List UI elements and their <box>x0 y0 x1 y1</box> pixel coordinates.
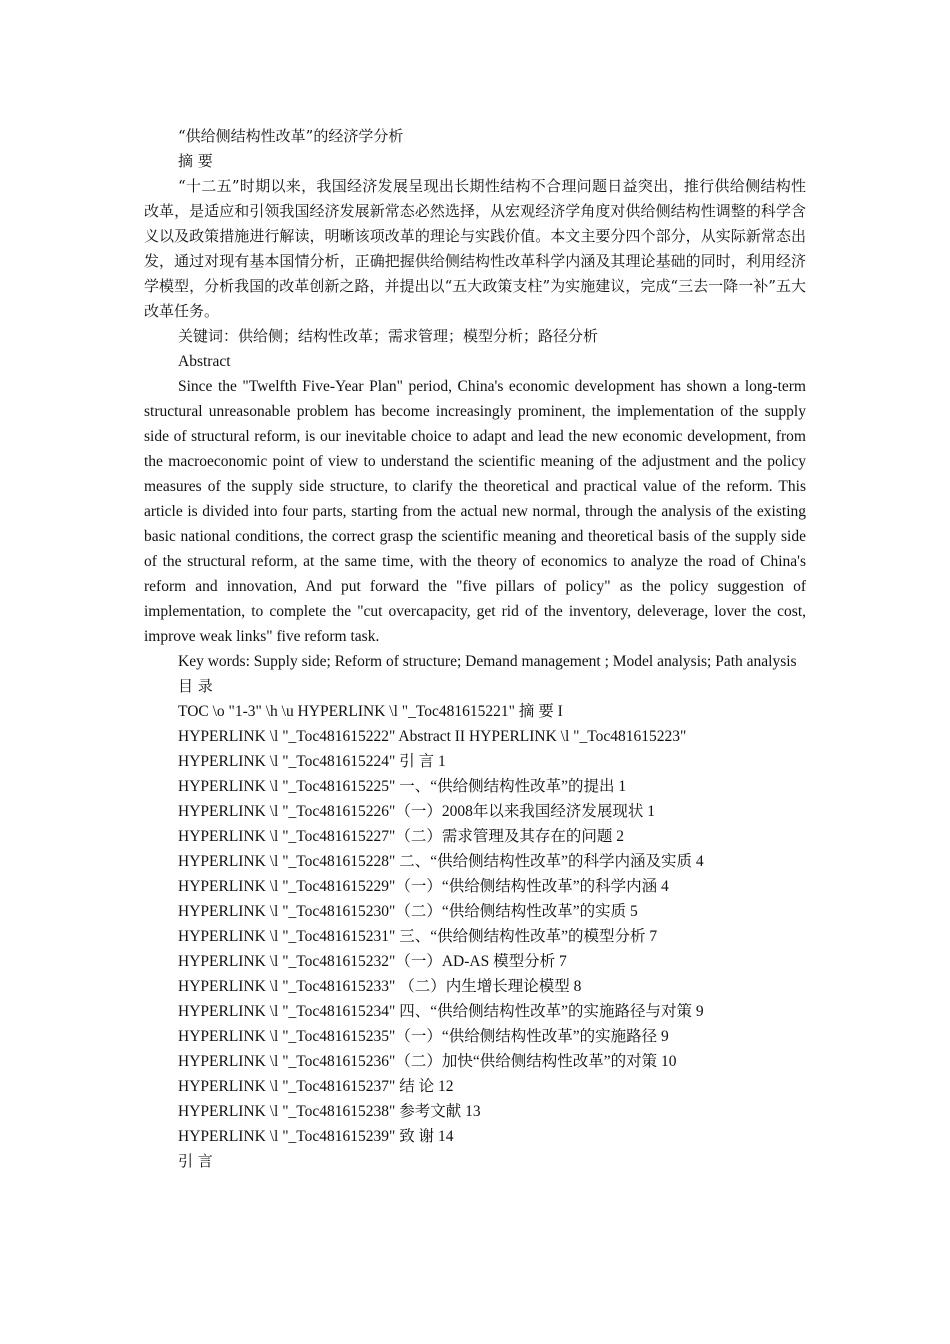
toc-entry[interactable]: HYPERLINK \l "_Toc481615237" 结 论 12 <box>178 1078 454 1095</box>
toc-entry[interactable]: HYPERLINK \l "_Toc481615238" 参考文献 13 <box>178 1103 481 1120</box>
toc-entry[interactable]: HYPERLINK \l "_Toc481615236"（二）加快“供给侧结构性改革”的对策 10 <box>178 1053 677 1070</box>
toc-entry[interactable]: HYPERLINK \l "_Toc481615225" 一、“供给侧结构性改革”的提出 1 <box>178 778 627 795</box>
toc-entry[interactable]: HYPERLINK \l "_Toc481615228" 二、“供给侧结构性改革”的科学内涵及实质 4 <box>178 853 704 870</box>
document-title: “供给侧结构性改革”的经济学分析 <box>178 127 404 145</box>
toc-entry[interactable]: HYPERLINK \l "_Toc481615232"（一）AD-AS 模型分析 7 <box>178 953 567 970</box>
abstract-cn-heading: 摘 要 <box>178 152 213 170</box>
keywords-en: Key words: Supply side; Reform of structure; Demand management ; Model analysis; Path analysis <box>178 653 797 670</box>
table-of-contents <box>144 699 806 1149</box>
intro-heading: 引 言 <box>178 1152 213 1170</box>
toc-heading: 目 录 <box>178 677 213 695</box>
toc-entry[interactable]: HYPERLINK \l "_Toc481615222" Abstract II HYPERLINK \l "_Toc481615223" <box>178 728 687 745</box>
toc-entry[interactable]: HYPERLINK \l "_Toc481615239" 致 谢 14 <box>178 1128 454 1145</box>
toc-entry[interactable]: HYPERLINK \l "_Toc481615233" （二）内生增长理论模型 8 <box>178 978 582 995</box>
abstract-cn-body: “十二五”时期以来，我国经济发展呈现出长期性结构不合理问题日益突出，推行供给侧结构性改革，是适应和引领我国经济发展新常态必然选择，从宏观经济学角度对供给侧结构性调整的科学含义以及政策措施进行解读，明晰该项改革的理论与实践价值。本文主要分四个部分，从实际新常态出发，通过对现有基本国情分析，正确把握供给侧结构性改革科学内涵及其理论基础的同时，利用经济学模型，分析我国的改革创新之路，并提出以“五大政策支柱”为实施建议，完成“三去一降一补”五大改革任务。 <box>144 177 806 320</box>
toc-entry[interactable]: HYPERLINK \l "_Toc481615234" 四、“供给侧结构性改革”的实施路径与对策 9 <box>178 1003 704 1020</box>
abstract-en-body: Since the "Twelfth Five-Year Plan" period, China's economic development has shown a long-term structural unreasonable problem has become increasingly prominent, the implementation of the supply side of structural reform, is our inevitable choice to adapt and lead the new economic development, from the macroeconomic point of view to understand the scientific meaning of the adjustment and the policy measures of the supply side structure, to clarify the theoretical and practical value of the reform. This article is divided into four parts, starting from the actual new normal, through the analysis of the existing basic national conditions, the correct grasp the scientific meaning and theoretical basis of the supply side of the structural reform, at the same time, with the theory of economics to analyze the road of China's reform and innovation, And put forward the "five pillars of policy" as the policy suggestion of implementation, to complete the "cut overcapacity, get rid of the inventory, deleverage, lover the cost, improve weak links" five reform task. <box>144 378 806 645</box>
document-page <box>144 124 806 1174</box>
toc-entry[interactable]: HYPERLINK \l "_Toc481615235"（一）“供给侧结构性改革”的实施路径 9 <box>178 1028 669 1045</box>
toc-entry[interactable]: HYPERLINK \l "_Toc481615227"（二）需求管理及其存在的问题 2 <box>178 828 624 845</box>
toc-entry[interactable]: HYPERLINK \l "_Toc481615231" 三、“供给侧结构性改革”的模型分析 7 <box>178 928 658 945</box>
toc-entry[interactable]: HYPERLINK \l "_Toc481615226"（一）2008年以来我国经济发展现状 1 <box>178 803 655 820</box>
toc-entry[interactable]: HYPERLINK \l "_Toc481615229"（一）“供给侧结构性改革”的科学内涵 4 <box>178 878 669 895</box>
keywords-cn: 关键词：供给侧；结构性改革；需求管理；模型分析；路径分析 <box>178 327 599 345</box>
toc-entry[interactable]: HYPERLINK \l "_Toc481615230"（二）“供给侧结构性改革”的实质 5 <box>178 903 638 920</box>
toc-entry[interactable]: TOC \o "1-3" \h \u HYPERLINK \l "_Toc481615221" 摘 要 I <box>178 703 563 720</box>
abstract-en-heading: Abstract <box>178 353 231 370</box>
toc-entry[interactable]: HYPERLINK \l "_Toc481615224" 引 言 1 <box>178 753 446 770</box>
